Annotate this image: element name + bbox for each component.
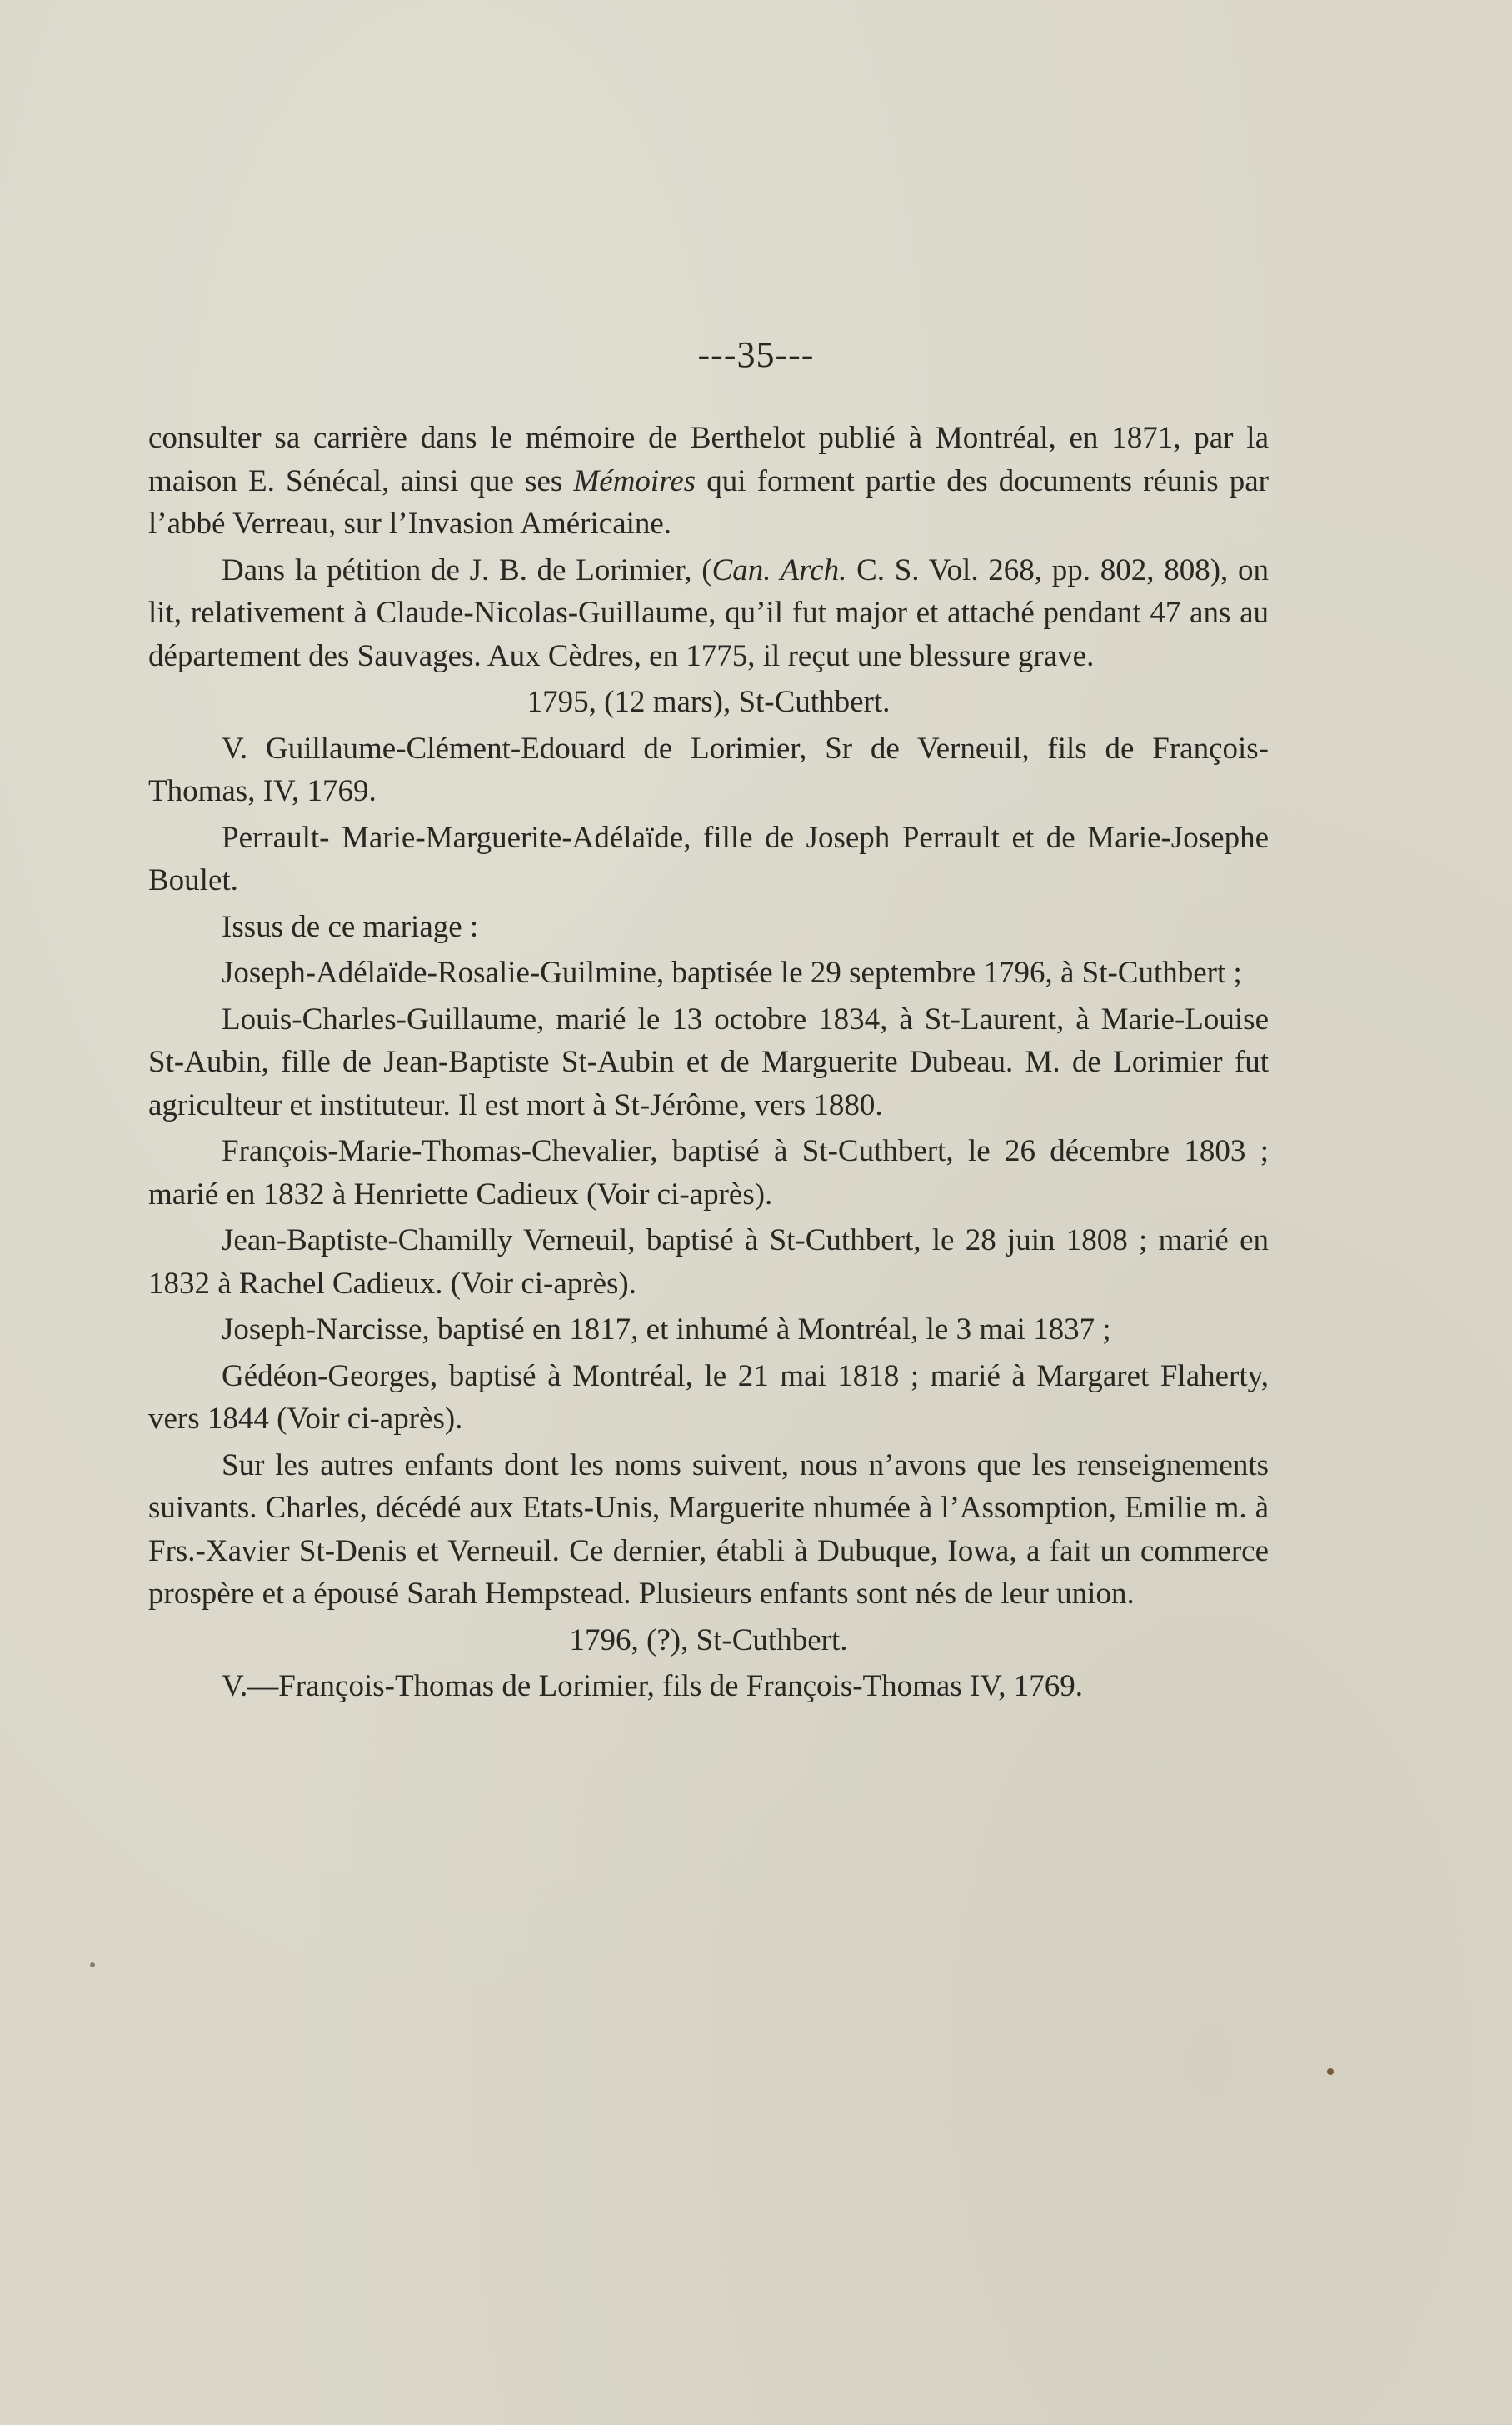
text-run: Issus de ce mariage : [222, 909, 479, 944]
text-run: Perrault- Marie-Marguerite-Adélaïde, fille de Joseph Perrault et de Marie-Josephe Boulet. [148, 820, 1269, 898]
text-run: V. Guillaume-Clément-Edouard de Lorimier, Sr de Verneuil, fils de François-Thomas, IV, 1769. [148, 731, 1269, 808]
paragraph [148, 1665, 1269, 1708]
text-run: C. S. Vol. 268, pp. 802, 808), on lit, relativement à Claude-Nicolas-Guillaume, qu’il fut major et attaché pendant 47 ans au département des Sauvages. Aux Cèdres, en 1775, il reçut une blessure grave. [148, 552, 1269, 673]
text-run: Sur les autres enfants dont les noms suivent, nous n’avons que les renseignements suivants. Charles, décédé aux Etats-Unis, Marguerite nhumée à l’Assomption, Emilie m. à Frs.-Xavier St-Denis et Verneuil. Ce dernier, établi à Dubuque, Iowa, a fait un commerce prospère et a épousé Sarah Hempstead. Plusieurs enfants sont nés de leur union. [148, 1448, 1269, 1611]
text-run: 1795, (12 mars), St-Cuthbert. [526, 685, 891, 719]
paragraph [148, 906, 1269, 949]
paragraph [148, 549, 1269, 678]
paragraph [148, 1308, 1269, 1352]
paragraph [148, 417, 1269, 546]
text-run: consulter sa carrière dans le mémoire de Berthelot publié à Montréal, en 1871, par la maison E. Sénécal, ainsi que ses [148, 421, 1269, 498]
italic-text: Can. Arch. [711, 552, 847, 588]
text-run: qui forment partie des documents réunis par l’abbé Verreau, sur l’Invasion Américaine. [148, 463, 1270, 541]
text-run: François-Marie-Thomas-Chevalier, baptisé à St-Cuthbert, le 26 décembre 1803 ; marié en 1832 à Henriette Cadieux (Voir ci-après). [148, 1134, 1269, 1212]
italic-text: Mémoires [573, 463, 696, 498]
dateline [148, 1619, 1269, 1662]
text-run: Joseph-Narcisse, baptisé en 1817, et inhumé à Montréal, le 3 mai 1837 ; [222, 1312, 1111, 1347]
text-run: Jean-Baptiste-Chamilly Verneuil, baptisé à St-Cuthbert, le 28 juin 1808 ; marié en 1832 à Rachel Cadieux. (Voir ci-après). [148, 1223, 1269, 1301]
text-run: Gédéon-Georges, baptisé à Montréal, le 21 mai 1818 ; marié à Margaret Flaherty, vers 1844 (Voir ci-après). [148, 1358, 1269, 1436]
paragraph [148, 952, 1269, 995]
text-run: Joseph-Adélaïde-Rosalie-Guilmine, baptisée le 29 septembre 1796, à St-Cuthbert ; [222, 956, 1242, 990]
page-number: ---35--- [697, 334, 815, 375]
body-text [148, 417, 1269, 1712]
text-run: V.—François-Thomas de Lorimier, fils de François-Thomas IV, 1769. [222, 1669, 1084, 1703]
paragraph [148, 817, 1269, 902]
text-run: Dans la pétition de J. B. de Lorimier, ( [222, 552, 712, 588]
paragraph [148, 1219, 1269, 1305]
paragraph [148, 998, 1269, 1128]
text-run: 1796, (?), St-Cuthbert. [569, 1622, 848, 1658]
paragraph [148, 728, 1269, 813]
paragraph [148, 1355, 1269, 1441]
paper-speck [90, 1962, 95, 1968]
dateline [148, 681, 1269, 724]
text-run: Louis-Charles-Guillaume, marié le 13 octobre 1834, à St-Laurent, à Marie-Louise St-Aubin, fille de Jean-Baptiste St-Aubin et de Marguerite Dubeau. M. de Lorimier fut agriculteur et instituteur. Il est mort à St-Jérôme, vers 1880. [148, 1002, 1269, 1122]
paper-speck [1327, 2068, 1334, 2075]
paragraph [148, 1444, 1269, 1616]
paragraph [148, 1130, 1269, 1216]
